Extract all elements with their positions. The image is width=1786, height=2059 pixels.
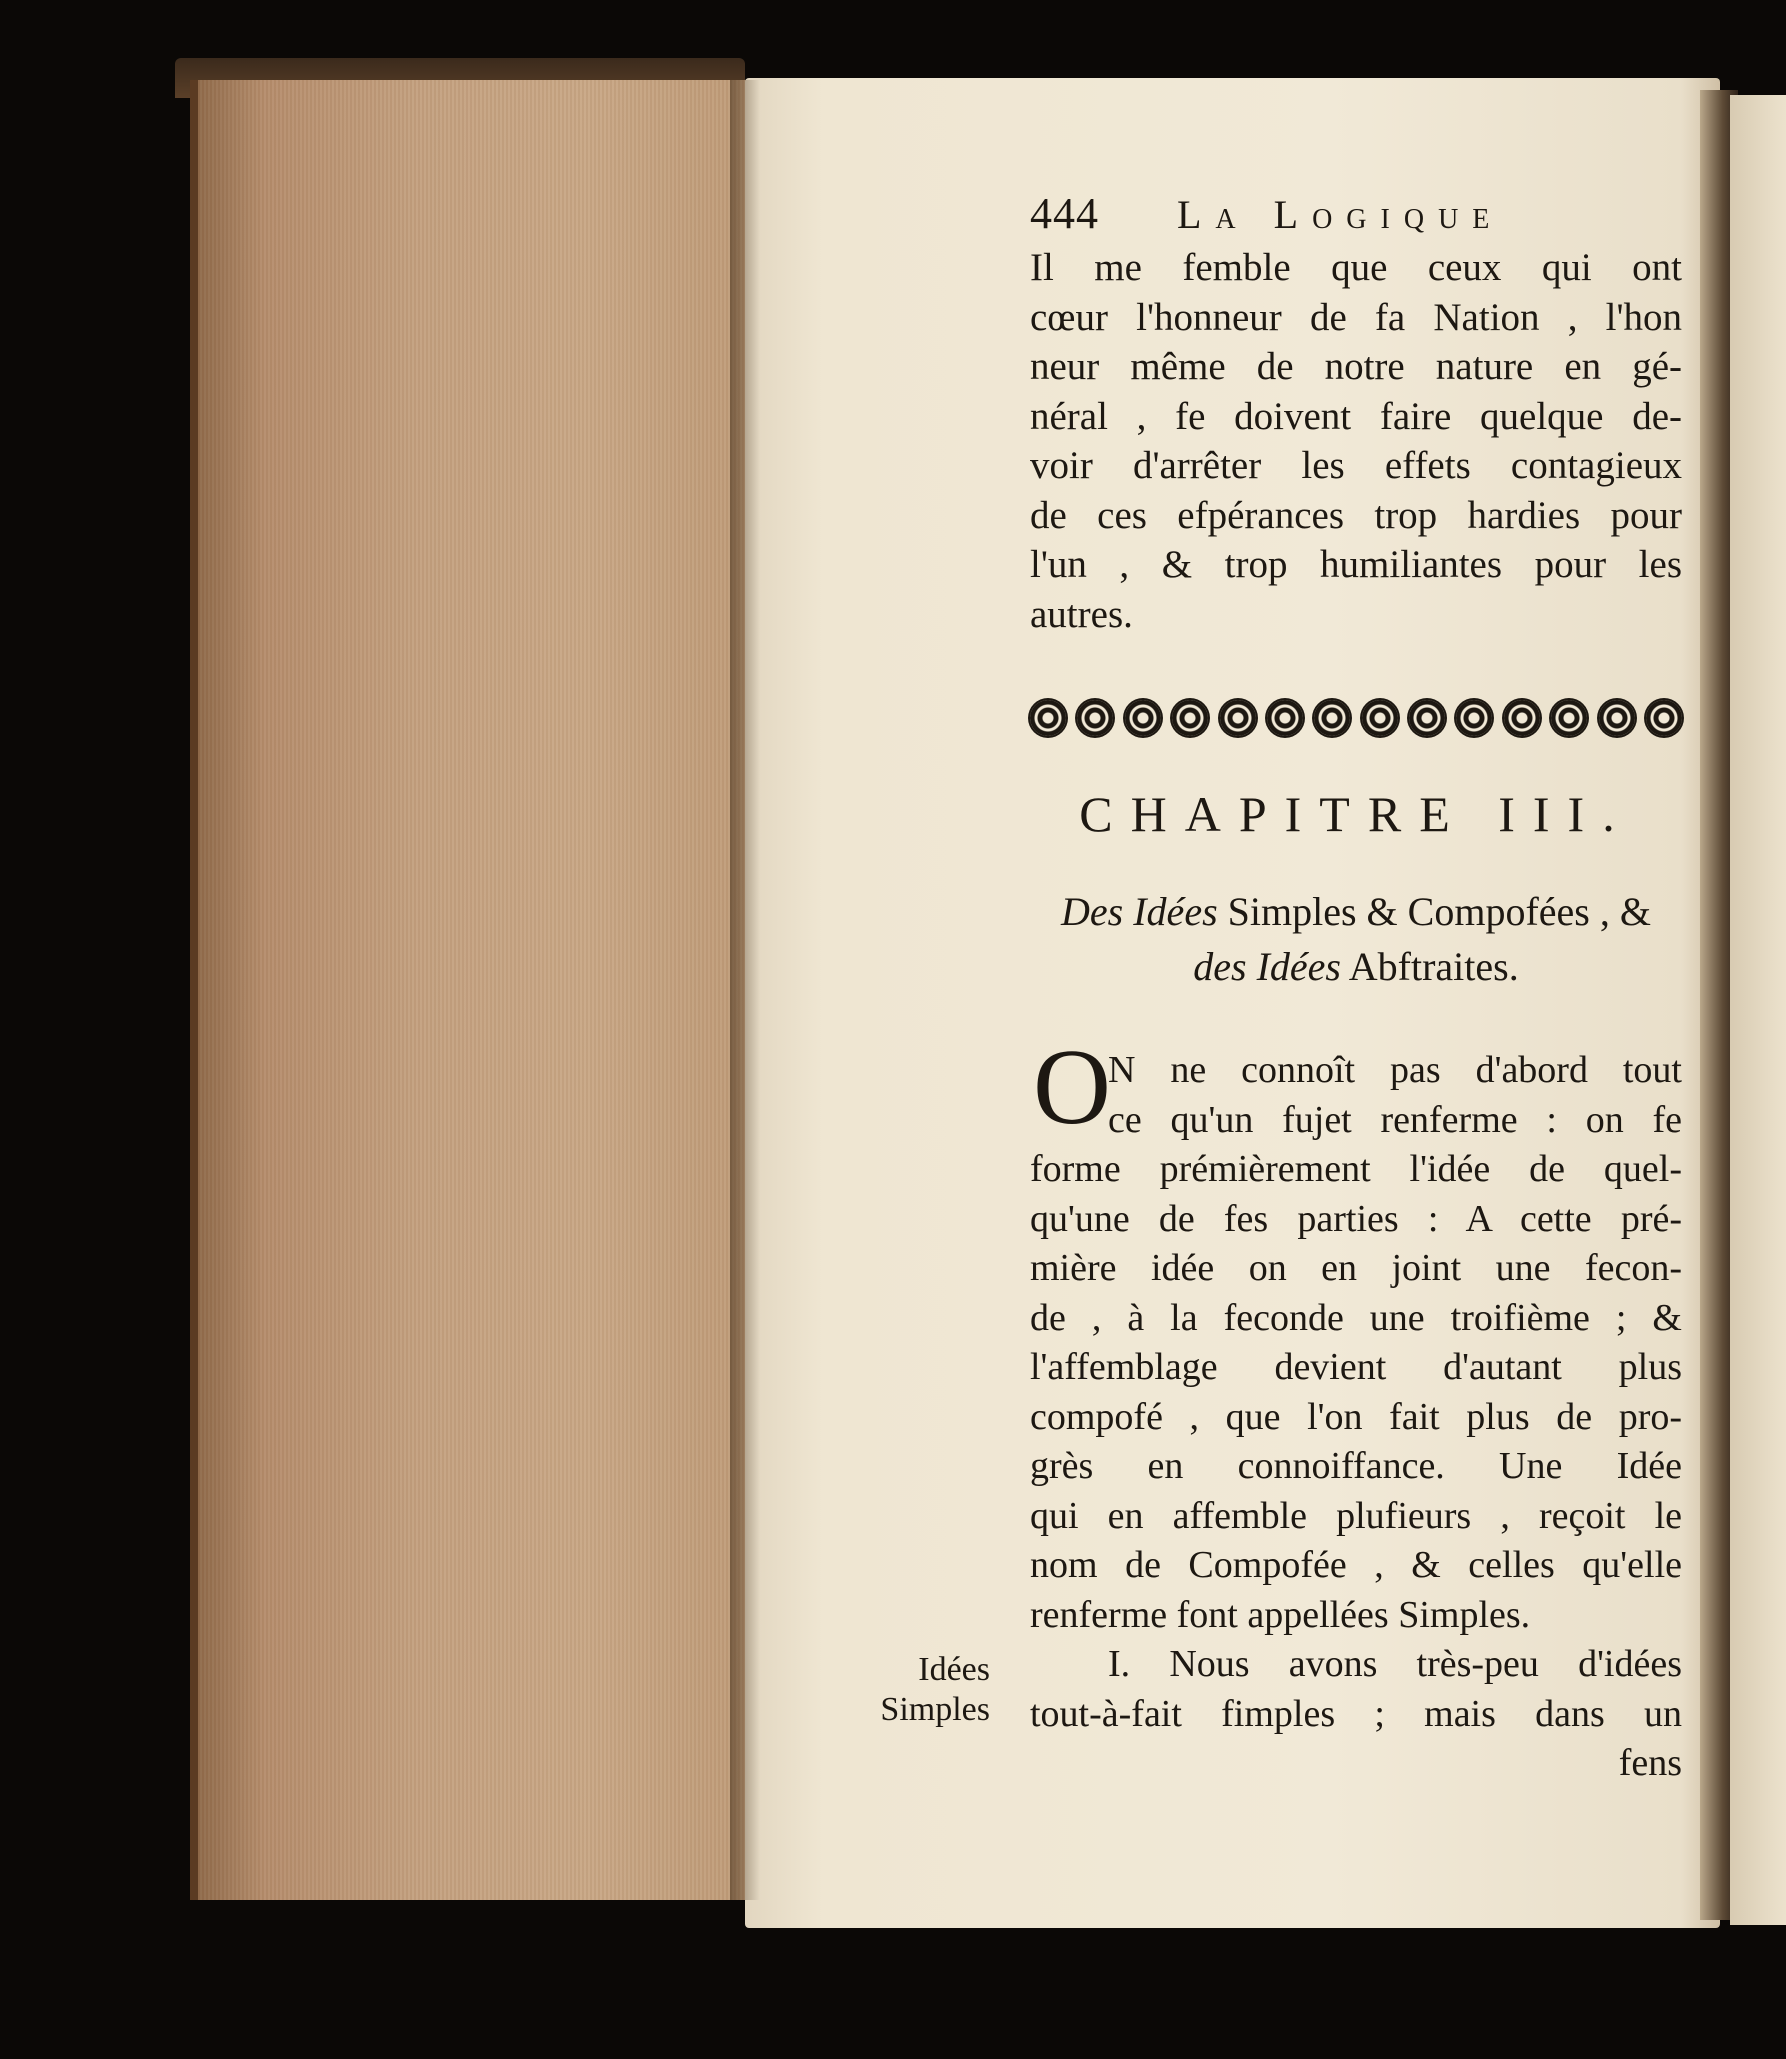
- chapter-subtitle-line-1: [1030, 884, 1682, 939]
- ornament-flower-icon: [1220, 700, 1256, 736]
- text-line: cœur l'honneur de fa Nation , l'hon: [1030, 295, 1682, 339]
- text-line: nom de Compofée , & celles qu'elle: [1030, 1544, 1682, 1586]
- subtitle-roman: Simples & Compofées , &: [1227, 889, 1651, 934]
- text-line: ce qu'un fujet renferme : on fe: [1108, 1098, 1682, 1141]
- text-line: forme prémièrement l'idée de quel-: [1030, 1148, 1682, 1190]
- text-line: qu'une de fes parties : A cette pré-: [1030, 1197, 1682, 1240]
- ornament-flower-icon: [1456, 700, 1492, 736]
- chapter-subtitle: [1030, 884, 1682, 994]
- text-line: mière idée on en joint une fecon-: [1030, 1247, 1682, 1289]
- running-head: [1030, 188, 1680, 248]
- subtitle-italic: des Idées: [1193, 944, 1341, 989]
- ornament-flower-icon: [1362, 700, 1398, 736]
- margin-note-line: Simples: [880, 1691, 990, 1728]
- facing-page-edge: [1730, 95, 1786, 1925]
- ornament-flower-icon: [1409, 700, 1445, 736]
- text-line: grès en connoiffance. Une Idée: [1030, 1445, 1682, 1487]
- text-line: Il me femble que ceux qui ont: [1030, 246, 1682, 289]
- ornament-flower-icon: [1077, 700, 1113, 736]
- text-line: neur même de notre nature en gé-: [1030, 345, 1682, 388]
- ornament-flower-icon: [1551, 700, 1587, 736]
- text-line: autres.: [1030, 592, 1133, 636]
- subtitle-italic: Des Idées: [1061, 889, 1218, 934]
- page-number: 444: [1030, 189, 1099, 238]
- subtitle-roman: Abftraites.: [1348, 944, 1519, 989]
- ornament-flower-icon: [1599, 700, 1635, 736]
- drop-cap: O: [1033, 1028, 1111, 1147]
- running-title: La Logique: [1177, 192, 1504, 237]
- ornament-flower-icon: [1125, 700, 1161, 736]
- text-line: tout-à-fait fimples ; mais dans un: [1030, 1692, 1682, 1735]
- margin-note: [860, 1650, 990, 1730]
- chapter-heading: CHAPITRE III.: [1079, 786, 1633, 842]
- ornament-rule: [1030, 690, 1682, 746]
- ornament-flower-icon: [1314, 700, 1350, 736]
- ornament-flower-icon: [1267, 700, 1303, 736]
- text-line: de , à la feconde une troifième ; &: [1030, 1296, 1682, 1339]
- margin-note-line: Idées: [918, 1651, 990, 1688]
- chapter-subtitle-line-2: [1030, 939, 1682, 994]
- text-line: de ces efpérances trop hardies pour: [1030, 493, 1682, 537]
- text-line: qui en affemble plufieurs , reçoit le: [1030, 1494, 1682, 1537]
- text-line: néral , fe doivent faire quelque de-: [1030, 394, 1682, 438]
- text-line: I. Nous avons très-peu d'idées: [1108, 1643, 1682, 1685]
- ornament-flower-icon: [1030, 700, 1066, 736]
- text-line: l'un , & trop humiliantes pour les: [1030, 543, 1682, 586]
- text-line: renferme font appellées Simples.: [1030, 1593, 1531, 1636]
- body-text: [1030, 1045, 1682, 1788]
- text-line: compofé , que l'on fait plus de pro-: [1030, 1395, 1682, 1438]
- ornament-flower-icon: [1504, 700, 1540, 736]
- page-shadow: [730, 80, 760, 1900]
- text-line: voir d'arrêter les effets contagieux: [1030, 444, 1682, 487]
- top-paragraph: [1030, 243, 1682, 639]
- text-line: fens: [1618, 1742, 1682, 1784]
- book-fore-edge: [190, 80, 753, 1900]
- text-line: l'affemblage devient d'autant plus: [1030, 1346, 1682, 1388]
- text-line: N ne connoît pas d'abord tout: [1108, 1049, 1682, 1091]
- ornament-flower-icon: [1172, 700, 1208, 736]
- ornament-flower-icon: [1646, 700, 1682, 736]
